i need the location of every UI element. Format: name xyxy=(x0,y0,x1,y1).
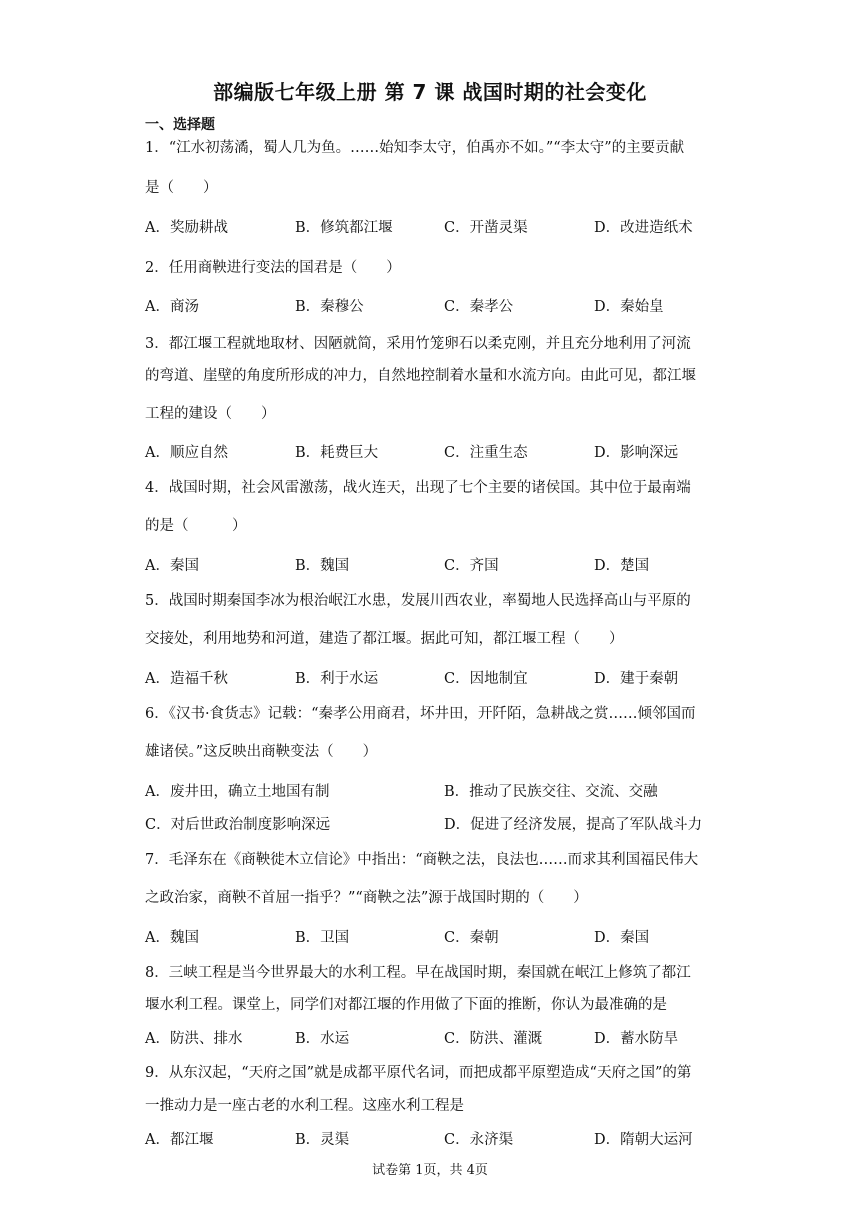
question-5-option-b: B．利于水运 xyxy=(295,671,379,687)
question-1-line-1: 1．“江水初荡潏，蜀人几为鱼。……始知李太守，伯禹亦不如。”“李太守”的主要贡献 xyxy=(145,140,685,156)
question-2-option-d: D．秦始皇 xyxy=(594,299,664,315)
question-2-line-1: 2．任用商鞅进行变法的国君是（ ） xyxy=(145,260,401,276)
question-8-option-a: A．防洪、排水 xyxy=(145,1031,243,1047)
question-2-option-c: C．秦孝公 xyxy=(444,299,514,315)
question-1-option-a: A．奖励耕战 xyxy=(145,220,228,236)
question-6-line-1: 6．《汉书·食货志》记载：“秦孝公用商君，坏井田，开阡陌，急耕战之赏……倾邻国而 xyxy=(145,706,696,722)
question-5-option-a: A．造福千秋 xyxy=(145,671,228,687)
question-9-option-b: B．灵渠 xyxy=(295,1132,350,1148)
question-3-option-c: C．注重生态 xyxy=(444,445,528,461)
question-7-option-a: A．魏国 xyxy=(145,930,199,946)
question-3-line-1: 3．都江堰工程就地取材、因陋就简，采用竹笼卵石以柔克刚，并且充分地利用了河流 xyxy=(145,336,691,352)
question-2-option-a: A．商汤 xyxy=(145,299,199,315)
question-3-option-a: A．顺应自然 xyxy=(145,445,228,461)
question-1-option-d: D．改进造纸术 xyxy=(594,220,693,236)
question-5-option-d: D．建于秦朝 xyxy=(594,671,679,687)
question-3-line-3: 工程的建设（ ） xyxy=(145,406,276,422)
question-1-line-2: 是（ ） xyxy=(145,180,218,196)
question-4-line-1: 4．战国时期，社会风雷激荡，战火连天，出现了七个主要的诸侯国。其中位于最南端 xyxy=(145,480,691,496)
question-7-line-1: 7．毛泽东在《商鞅徙木立信论》中指出：“商鞅之法，良法也……而求其利国福民伟大 xyxy=(145,852,699,868)
question-7-option-c: C．秦朝 xyxy=(444,930,499,946)
question-6-option-c: C．对后世政治制度影响深远 xyxy=(145,817,331,833)
question-9-option-d: D．隋朝大运河 xyxy=(594,1132,693,1148)
question-9-line-2: 一推动力是一座古老的水利工程。这座水利工程是 xyxy=(145,1098,464,1114)
question-1-option-c: C．开凿灵渠 xyxy=(444,220,528,236)
question-4-option-c: C．齐国 xyxy=(444,558,499,574)
question-8-option-d: D．蓄水防旱 xyxy=(594,1031,679,1047)
question-2-option-b: B．秦穆公 xyxy=(295,299,364,315)
section-heading: 一、选择题 xyxy=(145,117,215,133)
question-3-option-d: D．影响深远 xyxy=(594,445,679,461)
question-6-option-a: A．废井田，确立土地国有制 xyxy=(145,784,330,800)
question-3-option-b: B．耗费巨大 xyxy=(295,445,379,461)
question-4-option-a: A．秦国 xyxy=(145,558,199,574)
question-9-option-a: A．都江堰 xyxy=(145,1132,214,1148)
question-9-option-c: C．永济渠 xyxy=(444,1132,514,1148)
question-5-line-1: 5．战国时期秦国李冰为根治岷江水患，发展川西农业，率蜀地人民选择高山与平原的 xyxy=(145,593,691,609)
question-3-line-2: 的弯道、崖壁的角度所形成的冲力，自然地控制着水量和水流方向。由此可见，都江堰 xyxy=(145,368,696,384)
page-title: 部编版七年级上册 第 7 课 战国时期的社会变化 xyxy=(213,80,647,104)
question-1-option-b: B．修筑都江堰 xyxy=(295,220,393,236)
question-8-line-2: 堰水利工程。课堂上，同学们对都江堰的作用做了下面的推断，你认为最准确的是 xyxy=(145,997,667,1013)
question-7-option-b: B．卫国 xyxy=(295,930,350,946)
question-9-line-1: 9．从东汉起，“天府之国”就是成都平原代名词，而把成都平原塑造成“天府之国”的第 xyxy=(145,1065,692,1081)
question-6-option-d: D．促进了经济发展，提高了军队战斗力 xyxy=(444,817,703,833)
question-6-line-2: 雄诸侯。”这反映出商鞅变法（ ） xyxy=(145,744,378,760)
question-8-option-c: C．防洪、灌溉 xyxy=(444,1031,543,1047)
question-4-option-d: D．楚国 xyxy=(594,558,650,574)
question-7-option-d: D．秦国 xyxy=(594,930,650,946)
question-8-option-b: B．水运 xyxy=(295,1031,350,1047)
question-8-line-1: 8．三峡工程是当今世界最大的水利工程。早在战国时期，秦国就在岷江上修筑了都江 xyxy=(145,965,691,981)
question-5-line-2: 交接处，利用地势和河道，建造了都江堰。据此可知，都江堰工程（ ） xyxy=(145,631,624,647)
question-6-option-b: B．推动了民族交往、交流、交融 xyxy=(444,784,658,800)
page-footer: 试卷第 1页，共 4页 xyxy=(372,1163,488,1178)
question-5-option-c: C．因地制宜 xyxy=(444,671,528,687)
question-4-line-2: 的是（ ） xyxy=(145,518,247,534)
question-7-line-2: 之政治家，商鞅不首屈一指乎？”“商鞅之法”源于战国时期的（ ） xyxy=(145,890,588,906)
question-4-option-b: B．魏国 xyxy=(295,558,350,574)
